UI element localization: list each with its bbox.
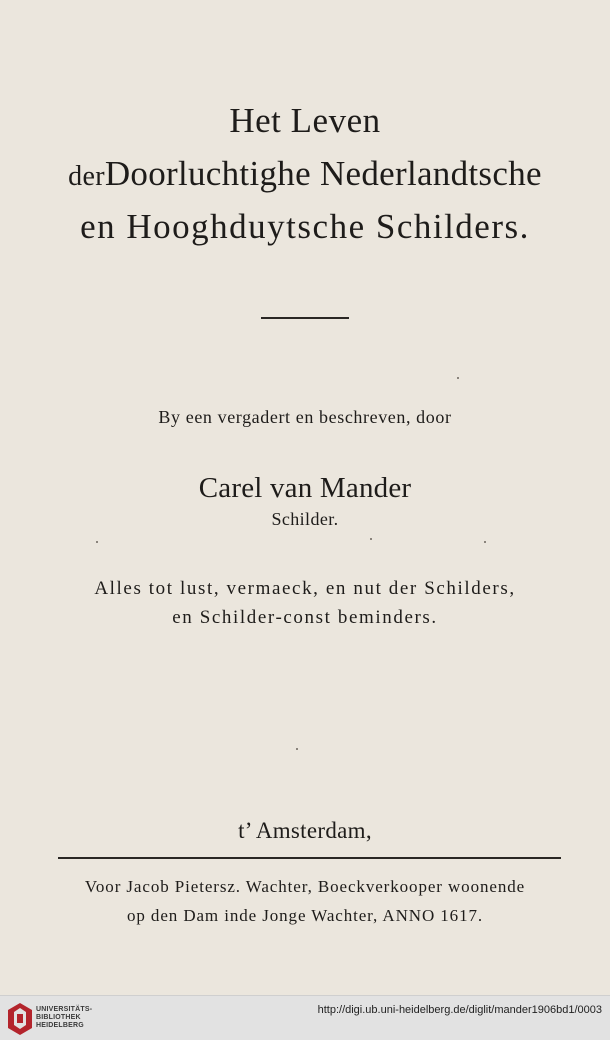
- title-line-2: [0, 154, 610, 194]
- motto-line-1: Alles tot lust, vermaeck, en nut der Schilders,: [94, 578, 516, 599]
- paper-speck: [96, 541, 98, 543]
- byline: By een vergadert en beschreven, door: [158, 407, 452, 427]
- library-name-line-3: HEIDELBERG: [36, 1022, 84, 1029]
- title-line-2-main: Doorluchtighe Nederlandtsche: [104, 154, 542, 193]
- library-name: [36, 1006, 92, 1030]
- motto-line-2: en Schilder-const beminders.: [172, 607, 438, 628]
- title-line-3: en Hooghduytsche Schilders.: [80, 207, 530, 246]
- library-name-line-2: BIBLIOTHEK: [36, 1014, 81, 1021]
- university-library-logo-icon: [7, 1002, 33, 1036]
- author-profession: Schilder.: [271, 509, 339, 529]
- long-divider: [58, 857, 561, 859]
- short-divider: [261, 317, 349, 319]
- paper-speck: [484, 541, 486, 543]
- paper-speck: [370, 538, 372, 540]
- title-line-2-prefix: der: [68, 161, 105, 192]
- author-name: Carel van Mander: [198, 472, 412, 504]
- imprint-line-2: op den Dam inde Jonge Wachter, ANNO 1617.: [126, 906, 484, 925]
- title-line-1: Het Leven: [229, 101, 381, 140]
- imprint-line-1: Voor Jacob Pietersz. Wachter, Boeckverkooper woonende: [84, 877, 526, 896]
- place-of-publication: t’ Amsterdam,: [238, 818, 372, 843]
- paper-speck: [457, 377, 459, 379]
- viewer-footer: [0, 995, 610, 1040]
- library-name-line-1: UNIVERSITÄTS-: [36, 1006, 93, 1013]
- paper-speck: [296, 748, 298, 750]
- permalink-url[interactable]: http://digi.ub.uni-heidelberg.de/diglit/mander1906bd1/0003: [317, 1004, 602, 1016]
